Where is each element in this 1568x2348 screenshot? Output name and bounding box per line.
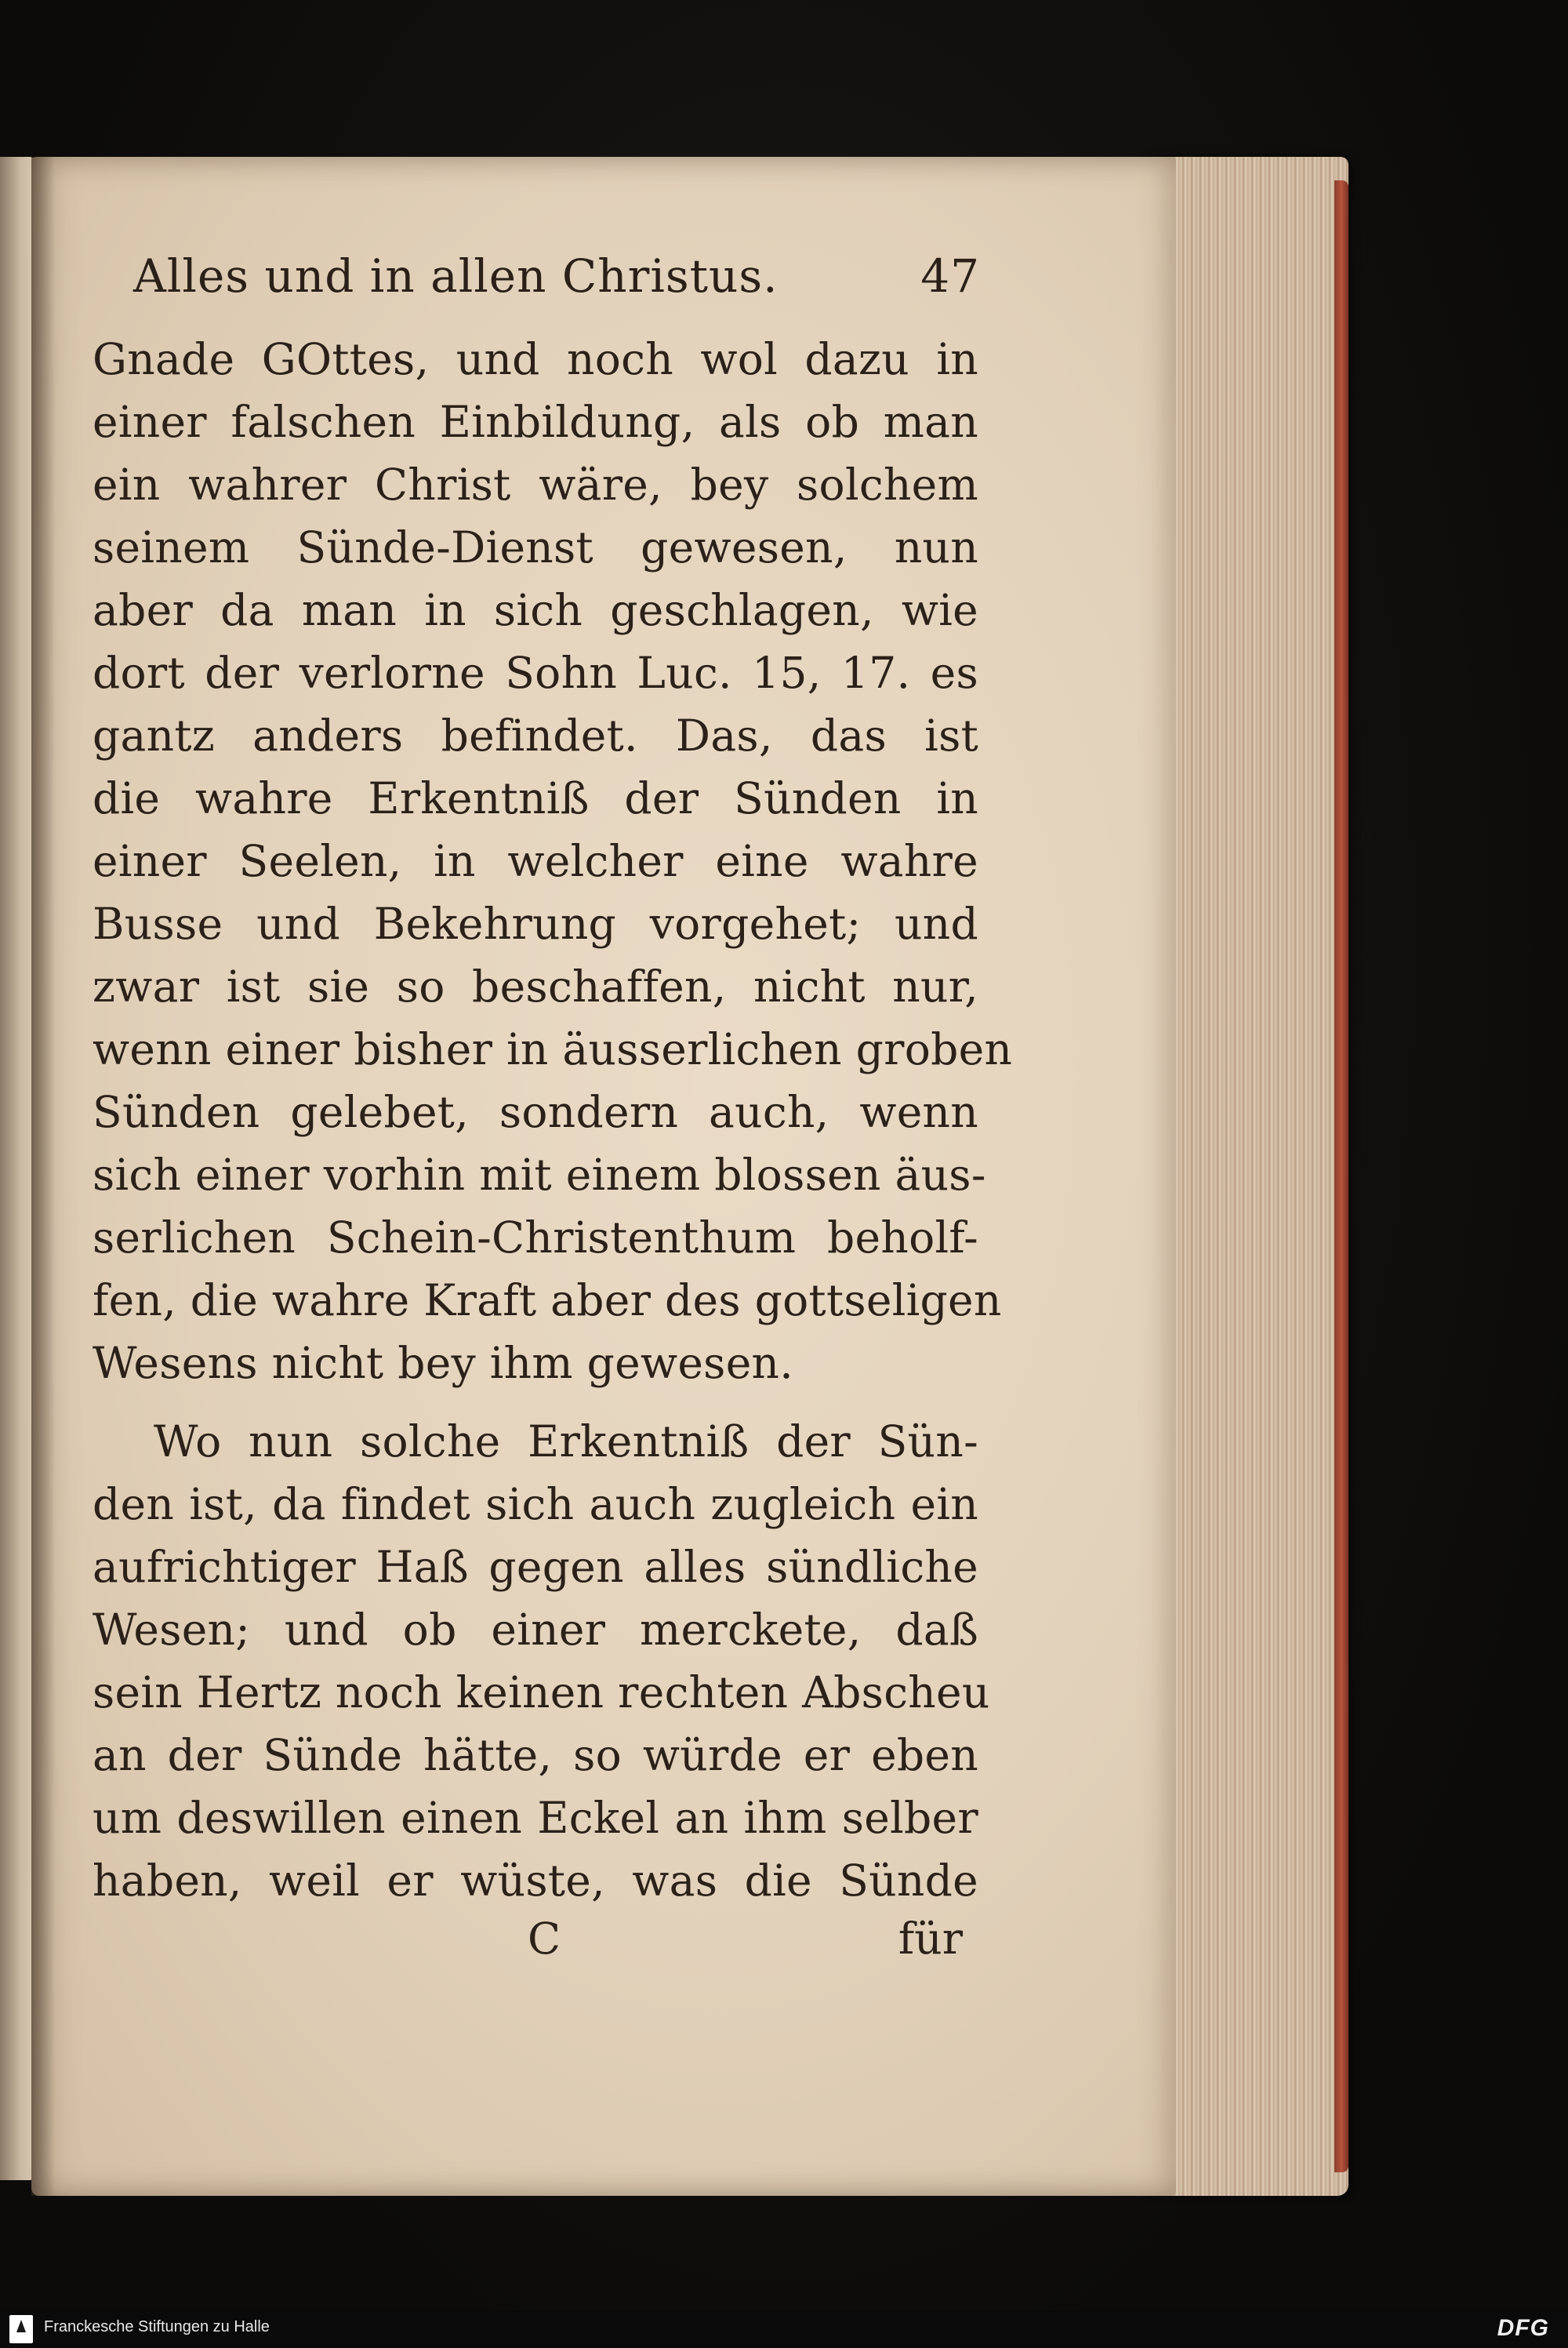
text-line: einer Seelen, in welcher eine wahre	[93, 836, 978, 886]
dfg-logo: DFG	[1497, 2315, 1549, 2341]
institution-logo-icon	[9, 2315, 33, 2343]
text-line: Sünden gelebet, sondern auch, wenn	[93, 1087, 978, 1137]
catchword: für	[898, 1914, 963, 1964]
text-line: seinem Sünde-Dienst gewesen, nun	[93, 522, 978, 572]
text-line: serlichen Schein-Christenthum beholf-	[93, 1212, 978, 1263]
text-line: den ist, da findet sich auch zugleich ein	[93, 1479, 978, 1529]
running-head	[133, 249, 980, 320]
page-foot	[93, 1914, 963, 1976]
text-line: haben, weil er wüste, was die Sünde	[93, 1856, 978, 1906]
page-number: 47	[920, 249, 980, 303]
text-line: aufrichtiger Haß gegen alles sündliche	[93, 1542, 978, 1592]
text-line: Wo nun solche Erkentniß der Sün-	[154, 1416, 978, 1467]
text-line: wenn einer bisher in äusserlichen groben	[93, 1024, 1013, 1074]
text-line: die wahre Erkentniß der Sünden in	[93, 773, 978, 823]
running-title: Alles und in allen Christus.	[133, 249, 779, 303]
signature-mark: C	[528, 1914, 561, 1964]
text-line: aber da man in sich geschlagen, wie	[93, 585, 978, 635]
text-line: sich einer vorhin mit einem blossen äus-	[93, 1150, 986, 1200]
text-line: Wesens nicht bey ihm gewesen.	[93, 1338, 794, 1388]
text-line: Wesen; und ob einer merckete, daß	[93, 1605, 978, 1655]
text-line: Gnade GOttes, und noch wol dazu in	[93, 334, 978, 384]
previous-page-edge	[0, 157, 34, 2180]
text-line: um deswillen einen Eckel an ihm selber	[93, 1793, 978, 1843]
text-line: Busse und Bekehrung vorgehet; und	[93, 899, 978, 949]
text-line: an der Sünde hätte, so würde er eben	[93, 1730, 978, 1780]
viewer-footer	[0, 2310, 1568, 2348]
text-line: ein wahrer Christ wäre, bey solchem	[93, 460, 978, 510]
page-gutter-shadow	[31, 157, 55, 2196]
text-line: zwar ist sie so beschaffen, nicht nur,	[93, 961, 978, 1012]
text-line: gantz anders befindet. Das, das ist	[93, 711, 978, 761]
text-line: fen, die wahre Kraft aber des gottseligen	[93, 1275, 1002, 1325]
text-line: einer falschen Einbildung, als ob man	[93, 397, 978, 447]
text-line: dort der verlorne Sohn Luc. 15, 17. es	[93, 648, 978, 698]
institution-name: Franckesche Stiftungen zu Halle	[44, 2318, 270, 2335]
text-line: sein Hertz noch keinen rechten Abscheu	[93, 1667, 990, 1717]
